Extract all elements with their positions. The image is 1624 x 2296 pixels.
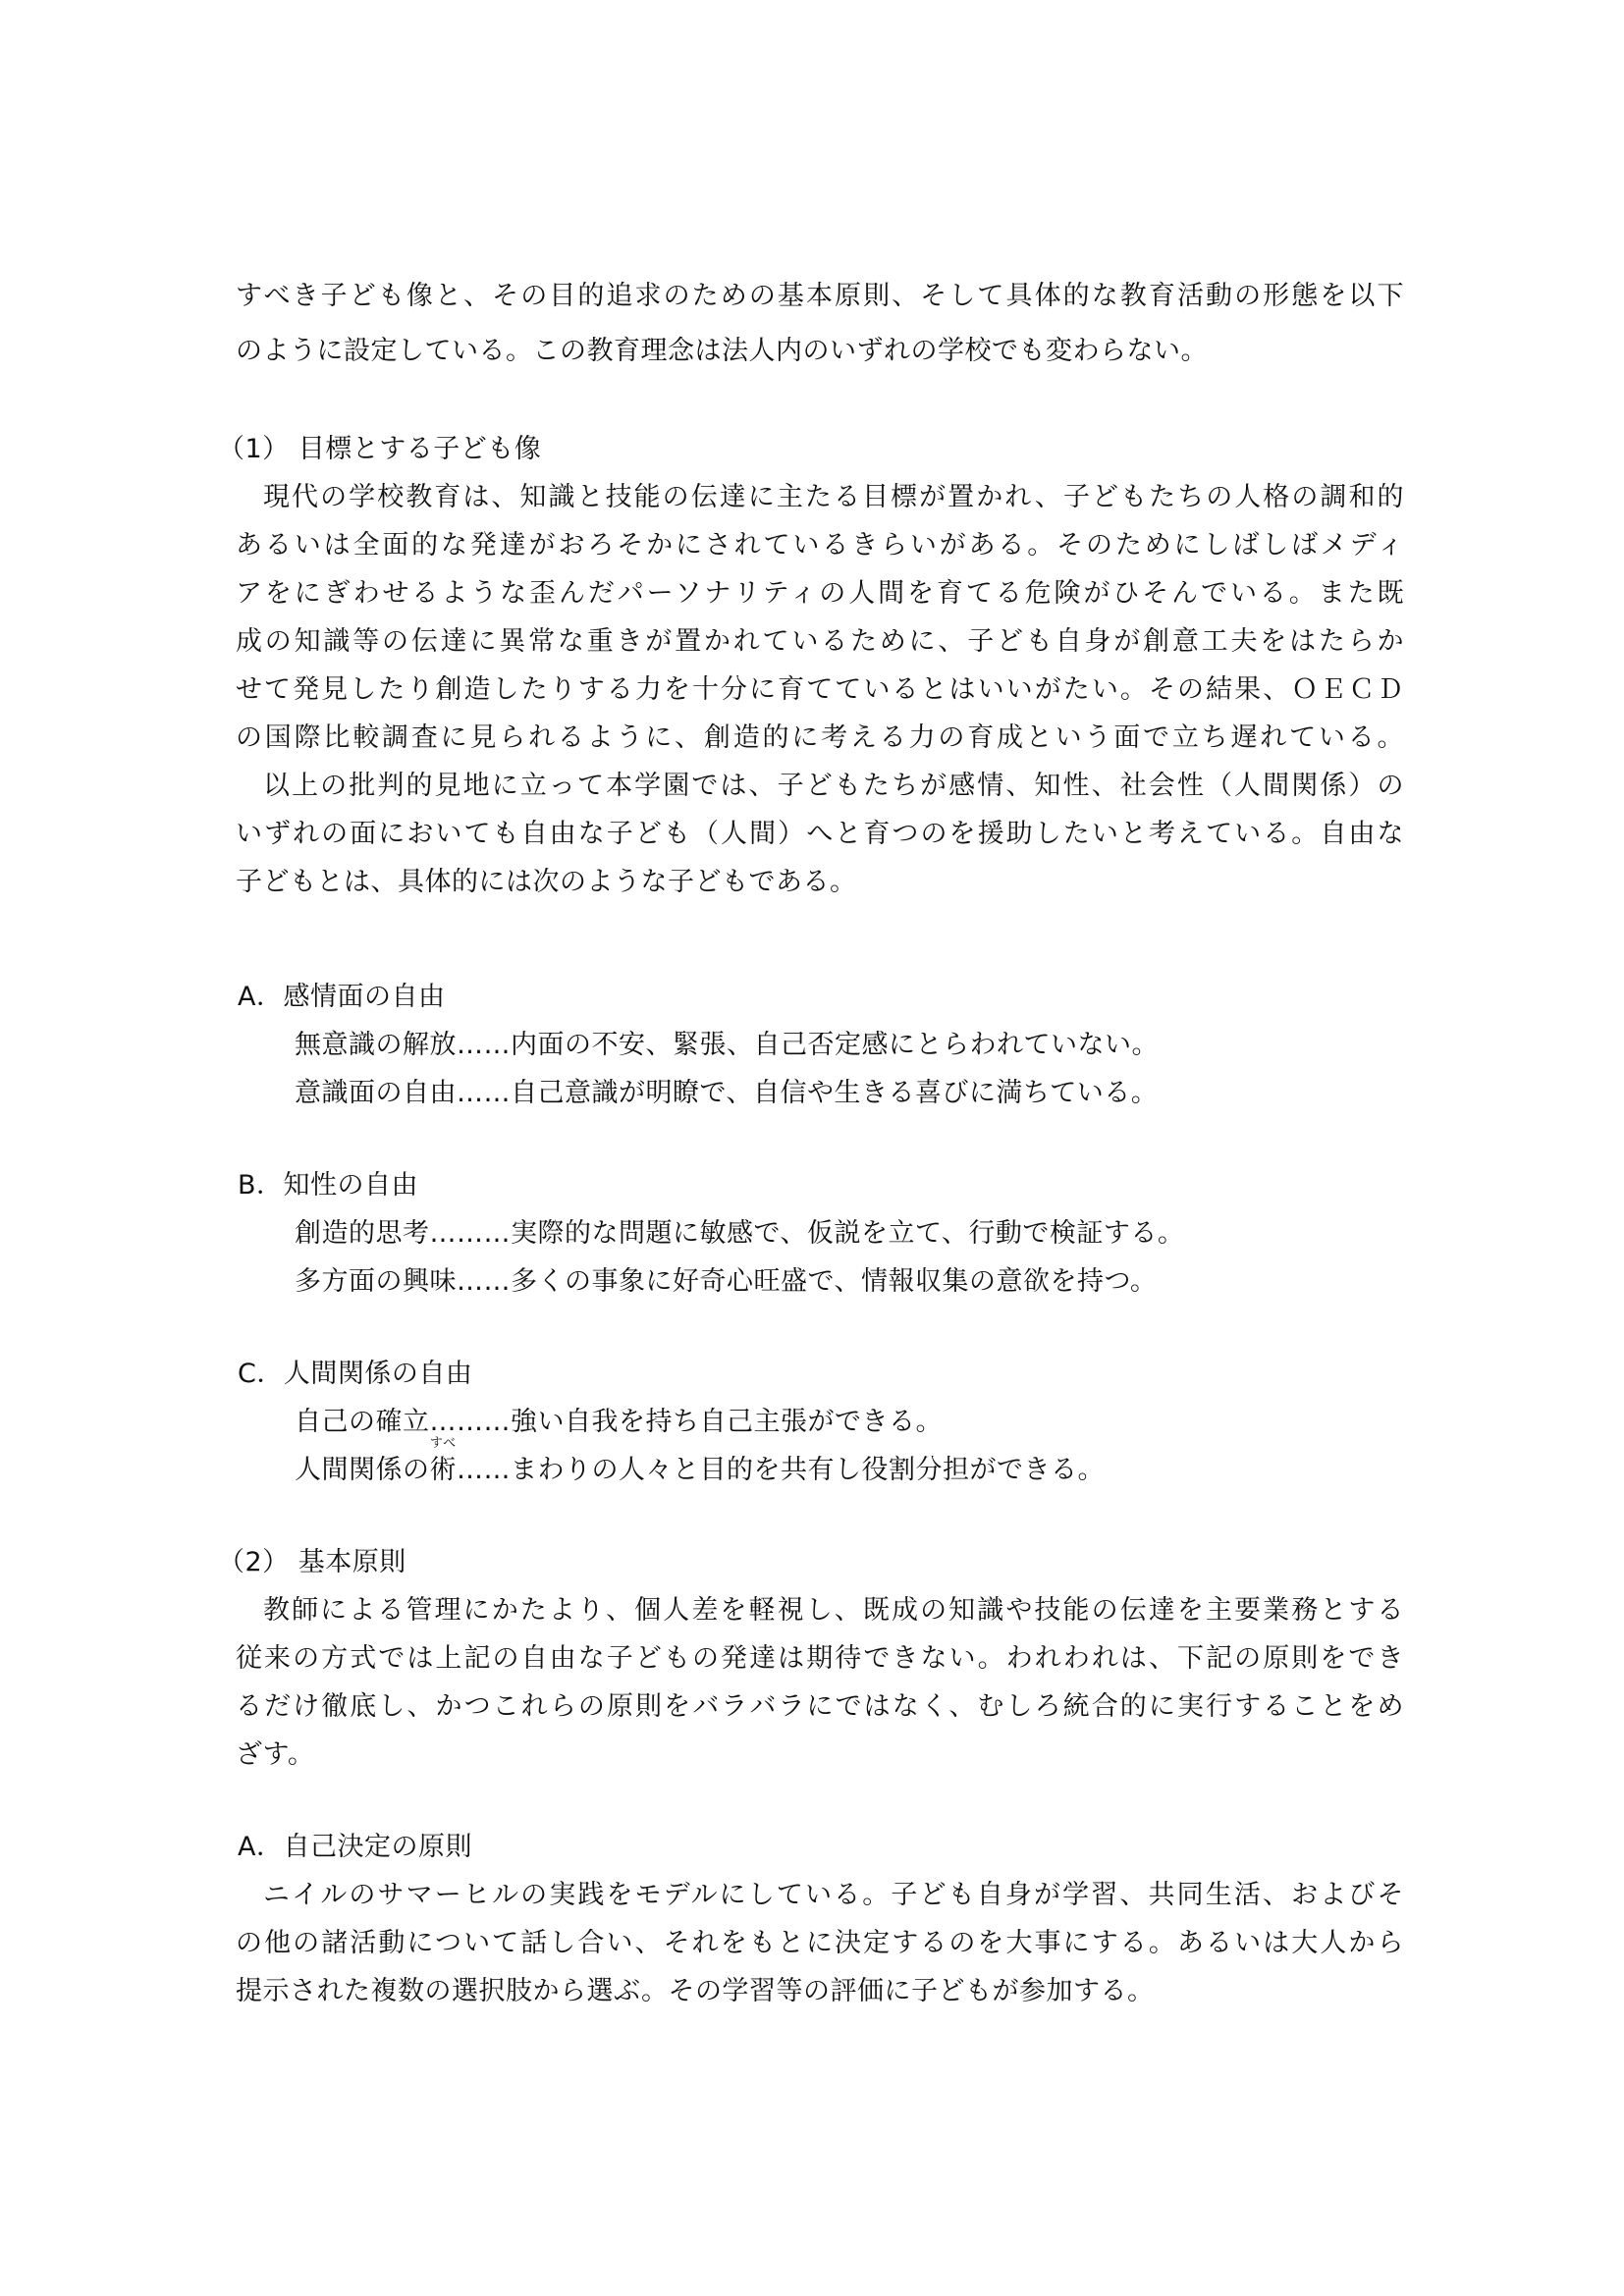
subsection-title: A．感情面の自由 (238, 982, 446, 1012)
paragraph-line: ニイルのサマーヒルの実践をモデルにしている。子ども自身が学習、共同生活、およびそ (263, 1880, 1404, 1910)
list-item (295, 1436, 1463, 1496)
paragraph-line: 教師による管理にかたより、個人差を軽視し、既成の知識や技能の伝達を主要業務とする (263, 1595, 1404, 1626)
subsection-title: A．自己決定の原則 (238, 1832, 472, 1862)
list-item-text: 人間関係の (295, 1455, 430, 1485)
paragraph-line: 以上の批判的見地に立って本学園では、子どもたちが感情、知性、社会性（人間関係）の (263, 771, 1404, 801)
paragraph-line: あるいは全面的な発達がおろそかにされているきらいがある。そのためにしばしばメディ (236, 530, 1404, 561)
paragraph-line: 提示された複数の選択肢から選ぶ。その学習等の評価に子どもが参加する。 (236, 1976, 1155, 2006)
list-item: 多方面の興味……多くの事象に好奇心旺盛で、情報収集の意欲を持つ。 (295, 1266, 1158, 1297)
paragraph-line: 子どもとは、具体的には次のような子どもである。 (236, 867, 857, 897)
intro-line: のように設定している。この教育理念は法人内のいずれの学校でも変わらない。 (236, 336, 1208, 366)
section-heading: （2） 基本原則 (218, 1547, 406, 1577)
ruby-annotation (429, 1436, 458, 1490)
paragraph-line: せて発見したり創造したりする力を十分に育てているとはいいがたい。その結果、ＯＥＣＤ (236, 674, 1404, 705)
paragraph-line: ざす。 (236, 1739, 315, 1770)
paragraph-line: 成の知識等の伝達に異常な重きが置かれているために、子ども自身が創意工夫をはたらか (236, 626, 1404, 657)
paragraph-line: るだけ徹底し、かつこれらの原則をバラバラにではなく、むしろ統合的に実行することをめ (236, 1691, 1404, 1722)
paragraph-line: の他の諸活動について話し合い、それをもとに決定するのを大事にする。あるいは大人から (236, 1928, 1404, 1958)
paragraph-line: いずれの面においても自由な子ども（人間）へと育つのを援助したいと考えている。自由な (236, 819, 1404, 849)
subsection-title: B．知性の自由 (238, 1170, 419, 1201)
paragraph-line: アをにぎわせるような歪んだパーソナリティの人間を育てる危険がひそんでいる。また既 (236, 578, 1404, 609)
list-item: 無意識の解放……内面の不安、緊張、自己否定感にとらわれていない。 (295, 1030, 1159, 1060)
ruby-reading: すべ (429, 1436, 457, 1451)
list-item: 意識面の自由……自己意識が明瞭で、自信や生きる喜びに満ちている。 (295, 1078, 1159, 1108)
intro-line: すべき子ども像と、その目的追求のための基本原則、そして具体的な教育活動の形態を以下 (236, 281, 1404, 311)
subsection-title: C．人間関係の自由 (238, 1359, 473, 1389)
list-item-text: ……まわりの人々と目的を共有し役割分担ができる。 (457, 1455, 1105, 1485)
paragraph-line: 現代の学校教育は、知識と技能の伝達に主たる目標が置かれ、子どもたちの人格の調和的 (263, 482, 1404, 512)
paragraph-line: の国際比較調査に見られるように、創造的に考える力の育成という面で立ち遅れている。 (236, 722, 1404, 753)
list-item: 自己の確立………強い自我を持ち自己主張ができる。 (295, 1407, 943, 1437)
section-heading: （1） 目標とする子ども像 (218, 434, 542, 464)
list-item: 創造的思考………実際的な問題に敏感で、仮説を立て、行動で検証する。 (295, 1218, 1185, 1249)
ruby-base: 術 (429, 1455, 457, 1485)
paragraph-line: 従来の方式では上記の自由な子どもの発達は期待できない。われわれは、下記の原則をでき (236, 1643, 1404, 1674)
